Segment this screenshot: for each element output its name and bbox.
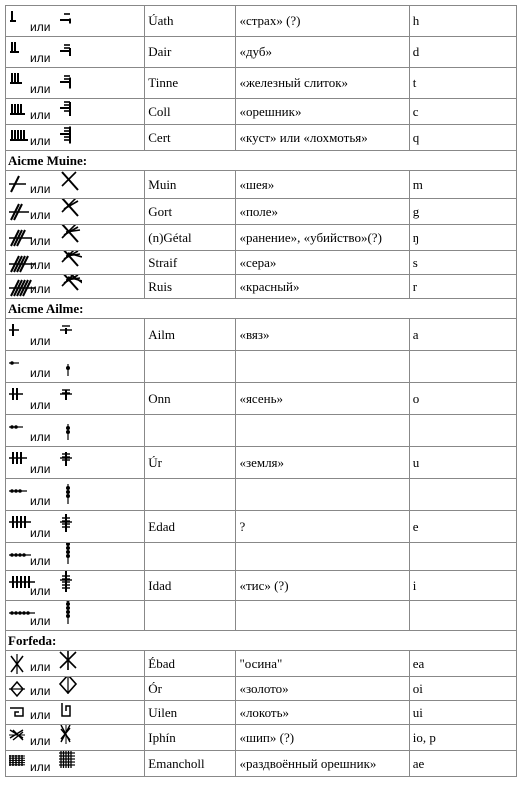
table-row [6,651,517,677]
empty-cell [236,415,409,447]
ogham-glyph-vertical-icon [58,251,82,273]
letter-sound: g [409,199,516,225]
letter-name: Iphín [145,725,236,751]
letter-meaning: «дуб» [236,37,409,68]
letter-sound: o [409,383,516,415]
ogham-glyph-cell [6,479,145,511]
ogham-glyph-icon [9,680,25,701]
or-label: или [30,208,51,222]
empty-cell [145,479,236,511]
ogham-glyph-cell [6,543,145,571]
or-label: или [30,708,51,722]
or-label: или [30,51,51,65]
table-row-alt-form [6,415,517,447]
letter-sound: t [409,68,516,99]
ogham-glyph-cell [6,511,145,543]
ogham-glyph-icon [9,728,25,746]
ogham-glyph-vertical-icon [58,751,76,775]
ogham-glyph-icon [9,9,31,27]
table-row [6,125,517,151]
table-row [6,725,517,751]
section-title: Aicme Ailme: [6,299,517,319]
empty-cell [409,543,516,571]
or-label: или [30,462,51,476]
or-label: или [30,134,51,148]
or-label: или [30,614,51,628]
ogham-glyph-vertical-icon [58,74,74,96]
letter-meaning: «раздвоённый орешник» [236,751,409,777]
ogham-glyph-vertical-icon [58,126,74,148]
letter-meaning: «поле» [236,199,409,225]
ogham-glyph-icon [9,704,25,722]
letter-meaning: «золото» [236,677,409,701]
ogham-glyph-icon [9,128,31,146]
table-row-alt-form [6,543,517,571]
empty-cell [145,415,236,447]
letter-sound: a [409,319,516,351]
letter-meaning: «вяз» [236,319,409,351]
ogham-dot-glyph-vertical-icon [62,543,74,569]
letter-name: Uilen [145,701,236,725]
table-row-alt-form [6,601,517,631]
letter-name: Ruis [145,275,236,299]
letter-meaning: ? [236,511,409,543]
ogham-glyph-vertical-icon [58,702,74,722]
or-label: или [30,108,51,122]
or-label: или [30,398,51,412]
letter-sound: u [409,447,516,479]
ogham-glyph-icon [9,654,25,677]
table-row-alt-form [6,479,517,511]
letter-sound: c [409,99,516,125]
ogham-glyph-cell [6,571,145,601]
table-row [6,68,517,99]
ogham-glyph-vertical-icon [58,275,82,297]
letter-meaning: «сера» [236,251,409,275]
ogham-dot-glyph-vertical-icon [62,484,74,508]
table-row [6,37,517,68]
letter-name: Úath [145,6,236,37]
ogham-glyph-cell [6,199,145,225]
table-row [6,171,517,199]
letter-name: Idad [145,571,236,601]
ogham-glyph-cell [6,447,145,479]
table-row-alt-form [6,351,517,383]
ogham-glyph-icon [9,754,27,772]
empty-cell [145,351,236,383]
letter-sound: oi [409,677,516,701]
table-row [6,199,517,225]
section-title: Forfeda: [6,631,517,651]
ogham-glyph-cell [6,651,145,677]
letter-sound: d [409,37,516,68]
table-row [6,99,517,125]
letter-name: Muin [145,171,236,199]
letter-meaning: «орешник» [236,99,409,125]
letter-name: Ébad [145,651,236,677]
section-header [6,631,517,651]
table-row [6,275,517,299]
section-header [6,299,517,319]
ogham-glyph-cell [6,601,145,631]
letter-name: Ailm [145,319,236,351]
ogham-glyph-vertical-icon [58,12,74,34]
empty-cell [236,479,409,511]
ogham-glyph-cell [6,677,145,701]
table-row [6,571,517,601]
empty-cell [145,543,236,571]
ogham-glyph-icon [9,40,31,58]
table-row [6,511,517,543]
letter-sound: r [409,275,516,299]
table-row [6,677,517,701]
ogham-glyph-vertical-icon [58,571,74,599]
letter-meaning: «шип» (?) [236,725,409,751]
empty-cell [236,543,409,571]
ogham-glyph-vertical-icon [58,384,74,412]
letter-meaning: «шея» [236,171,409,199]
ogham-glyph-vertical-icon [58,725,74,749]
letter-name: Cert [145,125,236,151]
or-label: или [30,526,51,540]
table-row [6,319,517,351]
letter-meaning: «земля» [236,447,409,479]
letter-meaning: «куст» или «лохмотья» [236,125,409,151]
ogham-glyph-cell [6,171,145,199]
ogham-glyph-vertical-icon [58,677,78,699]
letter-name: Emancholl [145,751,236,777]
ogham-glyph-cell [6,275,145,299]
ogham-glyph-cell [6,319,145,351]
letter-sound: q [409,125,516,151]
ogham-glyph-cell [6,251,145,275]
ogham-glyph-vertical-icon [58,43,74,65]
empty-cell [236,351,409,383]
or-label: или [30,684,51,698]
empty-cell [409,415,516,447]
letter-meaning: «страх» (?) [236,6,409,37]
letter-name: Úr [145,447,236,479]
letter-sound: i [409,571,516,601]
letter-sound: ŋ [409,225,516,251]
ogham-glyph-cell [6,383,145,415]
ogham-glyph-cell [6,225,145,251]
ogham-glyph-vertical-icon [58,199,82,223]
table-row [6,6,517,37]
or-label: или [30,82,51,96]
or-label: или [30,554,51,568]
letter-sound: h [409,6,516,37]
table-row [6,701,517,725]
ogham-glyph-cell [6,99,145,125]
letter-name: Onn [145,383,236,415]
ogham-glyph-cell [6,701,145,725]
empty-cell [145,601,236,631]
ogham-glyph-cell [6,6,145,37]
letter-name: Tinne [145,68,236,99]
letter-name: Straif [145,251,236,275]
ogham-glyph-vertical-icon [58,512,74,540]
letter-meaning: «тис» (?) [236,571,409,601]
letter-sound: s [409,251,516,275]
ogham-dot-glyph-vertical-icon [62,601,74,629]
or-label: или [30,734,51,748]
letter-name: Coll [145,99,236,125]
section-header [6,151,517,171]
table-row [6,225,517,251]
empty-cell [409,351,516,383]
ogham-glyph-vertical-icon [58,448,74,476]
or-label: или [30,494,51,508]
letter-name: (n)Gétal [145,225,236,251]
or-label: или [30,660,51,674]
ogham-glyph-icon [9,71,31,89]
ogham-glyph-icon [9,102,31,120]
table-row [6,447,517,479]
or-label: или [30,334,51,348]
letter-sound: e [409,511,516,543]
letter-name: Edad [145,511,236,543]
letter-sound: ui [409,701,516,725]
or-label: или [30,182,51,196]
table-row [6,251,517,275]
letter-meaning: «ранение», «убийство»(?) [236,225,409,251]
or-label: или [30,760,51,774]
or-label: или [30,430,51,444]
letter-meaning: «железный слиток» [236,68,409,99]
letter-name: Dair [145,37,236,68]
ogham-glyph-vertical-icon [58,320,74,348]
empty-cell [409,479,516,511]
ogham-glyph-vertical-icon [58,100,74,122]
letter-sound: ea [409,651,516,677]
ogham-glyph-vertical-icon [58,651,78,675]
ogham-glyph-cell [6,351,145,383]
or-label: или [30,258,51,272]
ogham-glyph-cell [6,68,145,99]
letter-meaning: «локоть» [236,701,409,725]
section-title: Aicme Muine: [6,151,517,171]
ogham-dot-glyph-vertical-icon [62,364,74,380]
ogham-glyph-vertical-icon [58,171,82,197]
or-label: или [30,584,51,598]
letter-sound: io, p [409,725,516,751]
letter-meaning: «ясень» [236,383,409,415]
table-row [6,383,517,415]
letter-sound: m [409,171,516,199]
empty-cell [236,601,409,631]
letter-meaning: «красный» [236,275,409,299]
or-label: или [30,20,51,34]
ogham-table [5,5,517,777]
empty-cell [409,601,516,631]
ogham-glyph-cell [6,415,145,447]
ogham-glyph-cell [6,125,145,151]
ogham-dot-glyph-vertical-icon [62,424,74,444]
ogham-glyph-cell [6,37,145,68]
or-label: или [30,366,51,380]
ogham-glyph-cell [6,751,145,777]
or-label: или [30,234,51,248]
ogham-glyph-cell [6,725,145,751]
or-label: или [30,282,51,296]
letter-name: Ór [145,677,236,701]
ogham-glyph-vertical-icon [58,225,82,249]
letter-sound: ae [409,751,516,777]
letter-name: Gort [145,199,236,225]
letter-meaning: "осина" [236,651,409,677]
table-row [6,751,517,777]
